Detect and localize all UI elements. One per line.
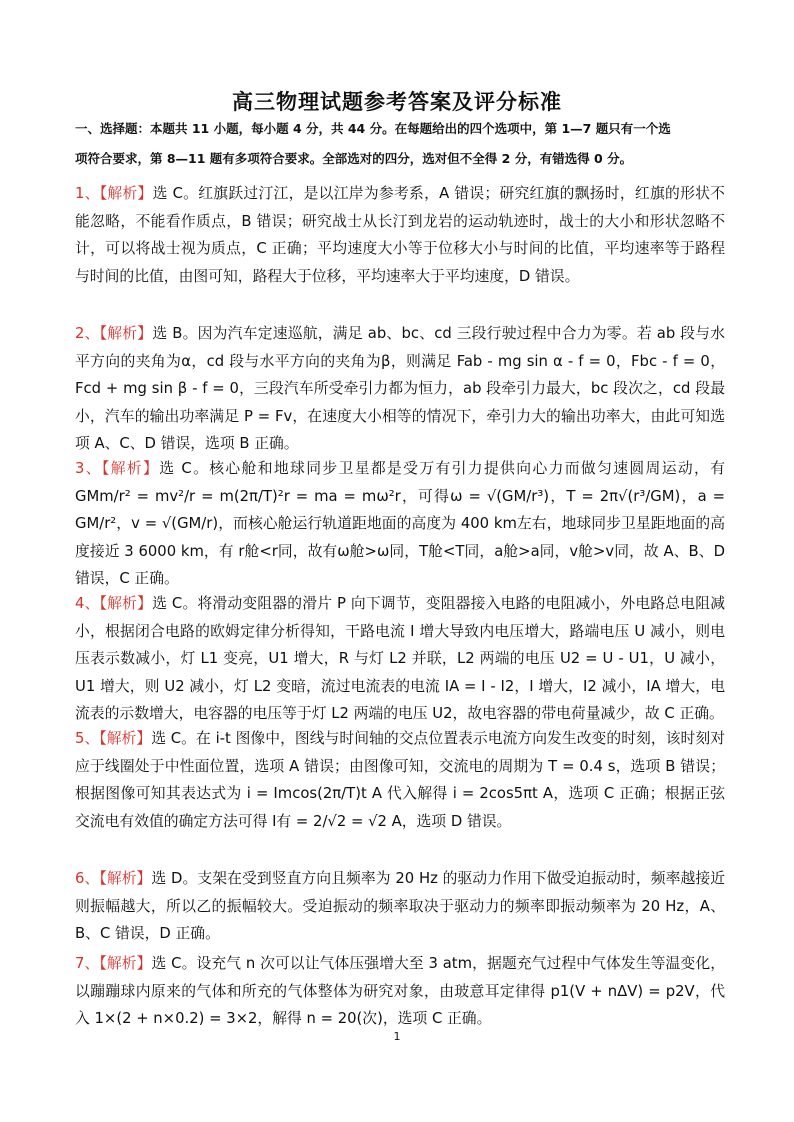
analysis-tag: 【解析】 — [99, 870, 152, 887]
item-number: 2、 — [75, 325, 100, 342]
item-text: 选 C。红旗跃过汀江，是以江岸为参考系，A 错误；研究红旗的飘扬时，红旗的形状不能忽略，不能看作质点，B 错误；研究战士从长汀到龙岩的运动轨迹时，战士的大小和形状忽略不计，可以将战士视为质点，C 正确；平均速度大小等于位移大小与时间的比值，平均速率等于路程与时间的比值，由图可知，路程大于位移，平均速率大于平均速度，D 错误。 — [75, 185, 725, 285]
answer-item-3 — [75, 455, 725, 593]
answer-item-5 — [75, 725, 725, 835]
answer-item-2 — [75, 320, 725, 458]
item-number: 5、 — [75, 730, 100, 747]
answer-item-6 — [75, 865, 725, 948]
page-number: 1 — [393, 1030, 401, 1043]
item-text: 选 C。在 i-t 图像中，图线与时间轴的交点位置表示电流方向发生改变的时刻，该时刻对应于线圈处于中性面位置，选项 A 错误；由图像可知，交流电的周期为 T = 0.4 s，选项 B 错误；根据图像可知其表达式为 i = Imcos(2π/T)t A 代入解得 i = 2cos5πt A，选项 C 正确；根据正弦交流电有效值的确定方法可得 I有 = 2/√2 = √2 A，选项 D 错误。 — [75, 730, 726, 830]
page-title: 高三物理试题参考答案及评分标准 — [232, 90, 562, 114]
analysis-tag: 【解析】 — [99, 595, 153, 612]
item-number: 6、 — [75, 870, 100, 887]
analysis-tag: 【解析】 — [101, 460, 160, 477]
item-number: 3、 — [75, 460, 102, 477]
answer-item-1 — [75, 180, 725, 290]
analysis-tag: 【解析】 — [99, 325, 153, 342]
item-text: 选 C。将滑动变阻器的滑片 P 向下调节，变阻器接入电路的电阻减小，外电路总电阻减小，根据闭合电路的欧姆定律分析得知，干路电流 I 增大导致内电压增大，路端电压 U 减小，则电压表示数减小，灯 L1 变亮，U1 增大，R 与灯 L2 并联，L2 两端的电压 U2 = U - U1，U 减小，U1 增大，则 U2 减小，灯 L2 变暗，流过电流表的电流 IA = I - I2，I 增大，I2 减小，IA 增大，电流表的示数增大，电容器的电压等于灯 L2 两端的电压 U2，故电容器的带电荷量减少，故 C 正确。 — [75, 595, 725, 722]
analysis-tag: 【解析】 — [99, 955, 152, 972]
item-number: 1、 — [75, 185, 100, 202]
section-intro-line-2: 项符合要求，第 8—11 题有多项符合要求。全部选对的四分，选对但不全得 2 分，有错选得 0 分。 — [75, 151, 633, 166]
item-number: 4、 — [75, 595, 100, 612]
answer-item-7 — [75, 950, 725, 1033]
answer-item-4 — [75, 590, 725, 728]
analysis-tag: 【解析】 — [99, 185, 153, 202]
analysis-tag: 【解析】 — [99, 730, 152, 747]
item-text: 选 D。支架在受到竖直方向且频率为 20 Hz 的驱动力作用下做受迫振动时，频率越接近则振幅越大，所以乙的振幅较大。受迫振动的频率取决于驱动力的频率即振动频率为 20 Hz，A、B、C 错误，D 正确。 — [75, 870, 725, 942]
item-text: 选 C。设充气 n 次可以让气体压强增大至 3 atm，据题充气过程中气体发生等温变化，以蹦蹦球内原来的气体和所充的气体整体为研究对象，由玻意耳定律得 p1(V + nΔV) = p2V，代入 1×(2 + n×0.2) = 3×2，解得 n = 20(次)，选项 C 正确。 — [75, 955, 725, 1027]
item-text: 选 C。核心舱和地球同步卫星都是受万有引力提供向心力而做匀速圆周运动，有 GMm/r² = mv²/r = m(2π/T)²r = ma = mω²r，可得ω = √(GM/r³)，T = 2π√(r³/GM)，a = GM/r²，v = √(GM/r)，而核心舱运行轨道距地面的高度为 400 km左右，地球同步卫星距地面的高度接近 3 6000 km，有 r舱<r同，故有ω舱>ω同，T舱<T同，a舱>a同，v舱>v同，故 A、B、D 错误，C 正确。 — [75, 460, 725, 587]
item-number: 7、 — [75, 955, 100, 972]
section-intro-line-1: 一、选择题：本题共 11 小题，每小题 4 分，共 44 分。在每题给出的四个选项中，第 1—7 题只有一个选 — [75, 121, 671, 136]
item-text: 选 B。因为汽车定速巡航，满足 ab、bc、cd 三段行驶过程中合力为零。若 ab 段与水平方向的夹角为α，cd 段与水平方向的夹角为β，则满足 Fab - mg sin α - f = 0，Fbc - f = 0，Fcd + mg sin β - f = 0，三段汽车所受牵引力都为恒力，ab 段牵引力最大，bc 段次之，cd 段最小，汽车的输出功率满足 P = Fv，在速度大小相等的情况下，牵引力大的输出功率大，由此可知选项 A、C、D 错误，选项 B 正确。 — [75, 325, 725, 452]
